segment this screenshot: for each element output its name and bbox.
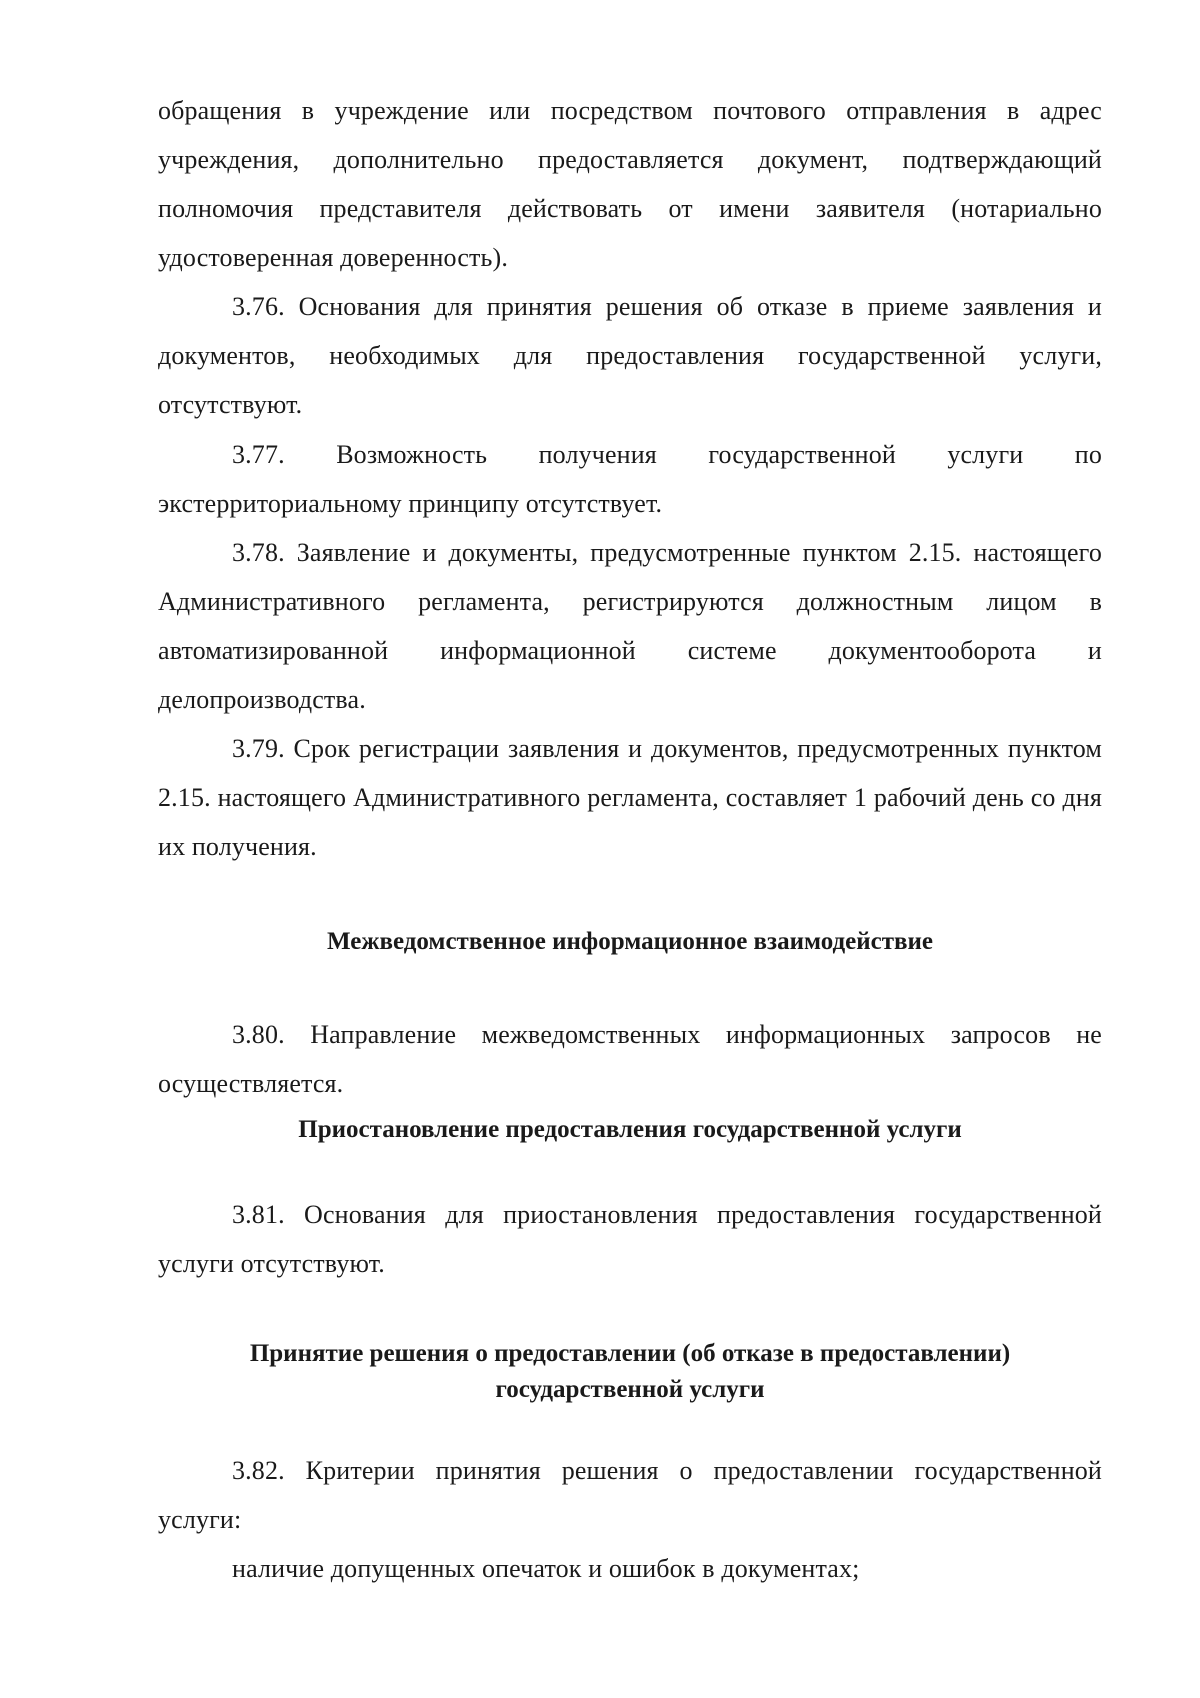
heading-interagency-interaction: Межведомственное информационное взаимодействие <box>327 928 933 955</box>
paragraph-3-80: 3.80. Направление межведомственных информационных запросов не осуществляется. <box>158 1020 1102 1098</box>
heading-decision-line-2: государственной услуги <box>495 1376 765 1403</box>
paragraph-3-76: 3.76. Основания для принятия решения об отказе в приеме заявления и документов, необходимых для предоставления государственной услуги, отсутствуют. <box>158 292 1102 419</box>
paragraph-3-78: 3.78. Заявление и документы, предусмотренные пунктом 2.15. настоящего Административного регламента, регистрируются должностным лицом в автоматизированной информационной системе документооборота и делопроизводства. <box>158 538 1102 714</box>
paragraph-continuation: обращения в учреждение или посредством почтового отправления в адрес учреждения, дополнительно предоставляется документ, подтверждающий полномочия представителя действовать от имени заявителя (нотариально удостоверенная доверенность). <box>158 96 1102 272</box>
heading-service-suspension: Приостановление предоставления государственной услуги <box>298 1116 962 1143</box>
list-item-typos: наличие допущенных опечаток и ошибок в документах; <box>232 1554 860 1583</box>
paragraph-3-79: 3.79. Срок регистрации заявления и документов, предусмотренных пунктом 2.15. настоящего Административного регламента, составляет 1 рабочий день со дня их получения. <box>158 734 1102 861</box>
paragraph-3-77: 3.77. Возможность получения государственной услуги по экстерриториальному принципу отсутствует. <box>158 440 1102 518</box>
paragraph-3-81: 3.81. Основания для приостановления предоставления государственной услуги отсутствуют. <box>158 1200 1102 1278</box>
paragraph-3-82: 3.82. Критерии принятия решения о предоставлении государственной услуги: <box>158 1456 1102 1534</box>
heading-decision-line-1: Принятие решения о предоставлении (об отказе в предоставлении) <box>249 1340 1011 1367</box>
